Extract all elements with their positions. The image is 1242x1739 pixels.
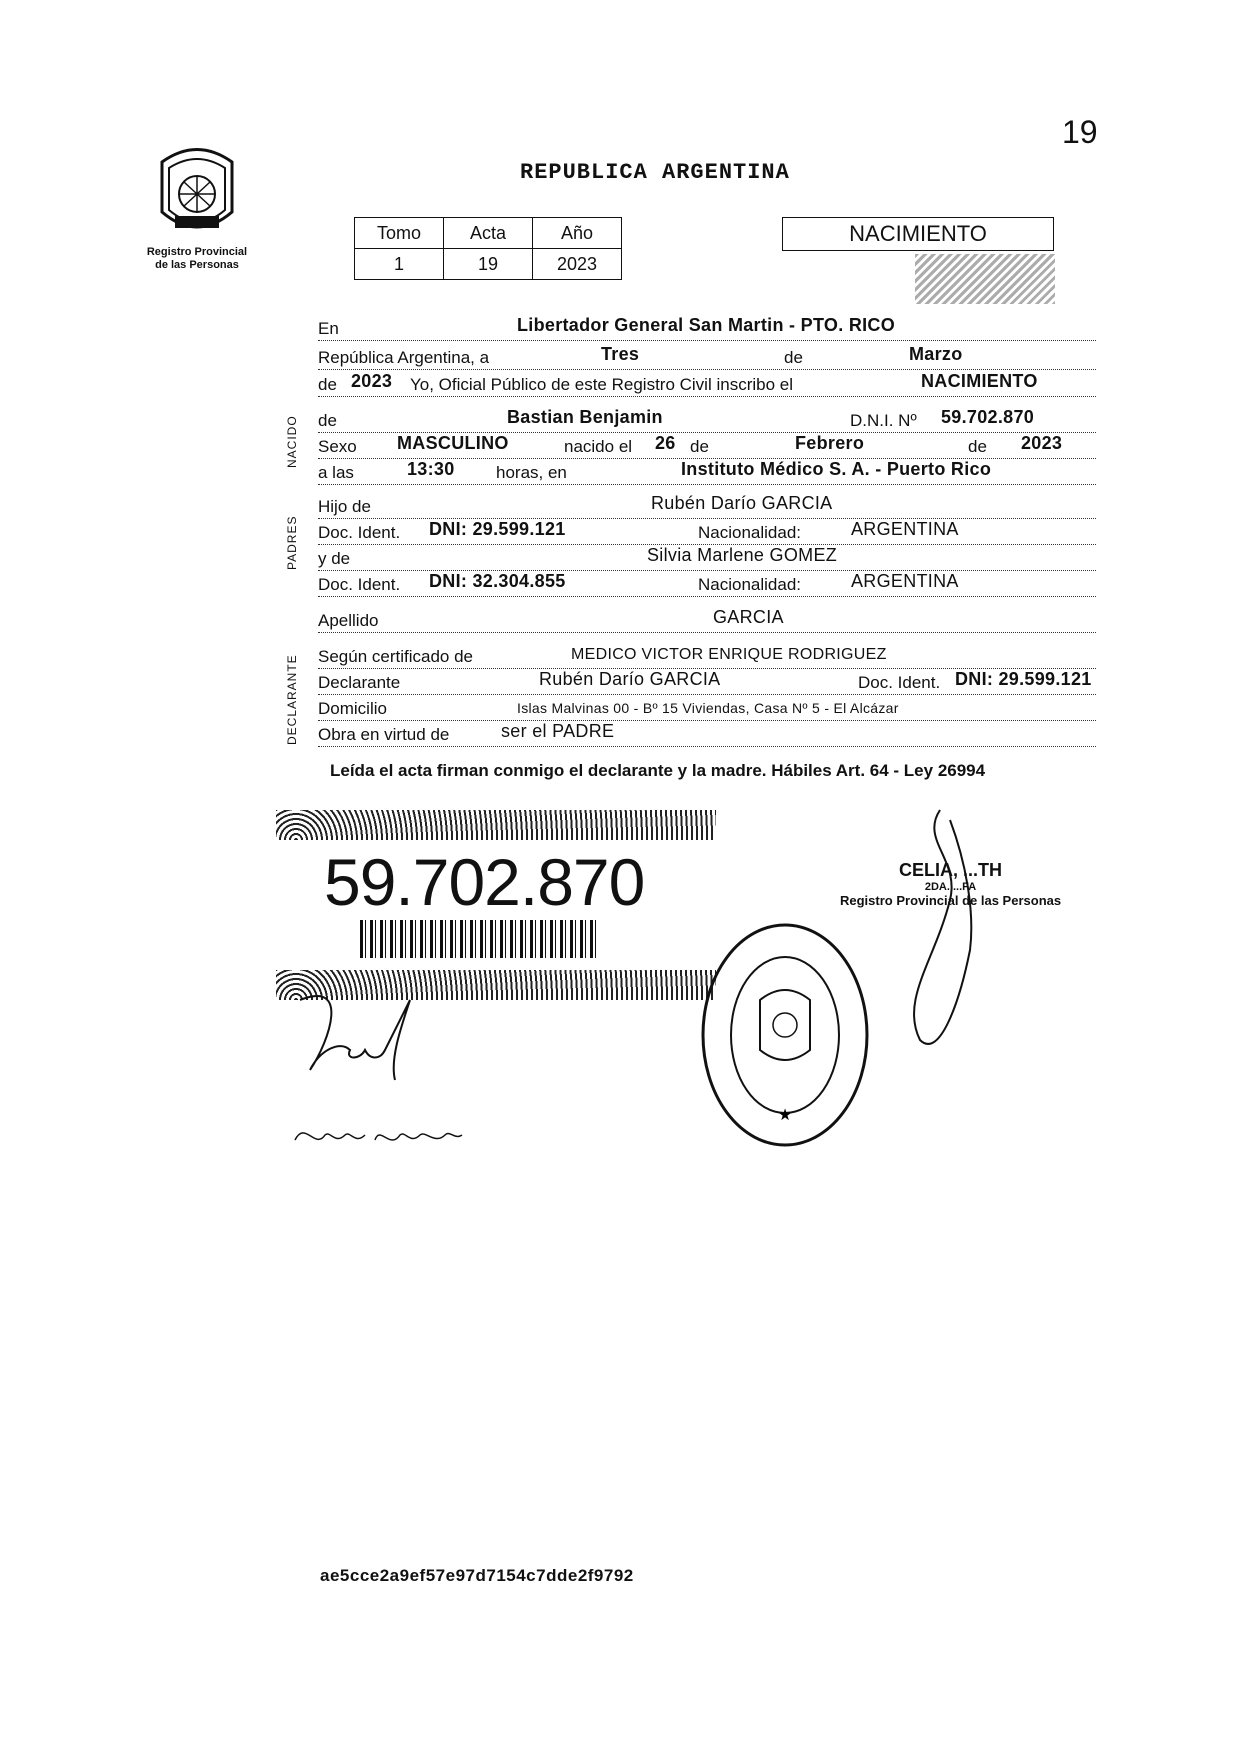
dni-value: 59.702.870: [938, 407, 1037, 428]
nombre-value: Bastian Benjamin: [504, 407, 666, 428]
yde-label: y de: [318, 549, 354, 569]
anio-header: Año: [533, 218, 622, 249]
official-name: CELIA, ...TH: [899, 860, 1003, 880]
madre-dni-value: DNI: 32.304.855: [426, 571, 569, 592]
row-nombre: [318, 406, 1096, 433]
sexo-value: MASCULINO: [394, 433, 512, 454]
row-certificado: [318, 642, 1096, 669]
obra-label: Obra en virtud de: [318, 725, 453, 745]
sexo-label: Sexo: [318, 437, 361, 457]
madre-doc-label: Doc. Ident.: [318, 575, 404, 595]
hora-value: 13:30: [404, 459, 458, 480]
row-fecha: [318, 343, 1096, 370]
row-domicilio: [318, 694, 1096, 721]
barcode: [360, 920, 600, 958]
tomo-header: Tomo: [355, 218, 444, 249]
registry-logo: [132, 142, 262, 272]
de-label: de: [784, 348, 807, 368]
lugar-nac-value: Instituto Médico S. A. - Puerto Rico: [678, 459, 994, 480]
domicilio-label: Domicilio: [318, 699, 391, 719]
seal-icon: [700, 920, 870, 1150]
lugar-value: Libertador General San Martin - PTO. RICO: [514, 315, 898, 336]
row-padre: [318, 492, 1096, 519]
row-padre-doc: [318, 518, 1096, 545]
dni-label: D.N.I. Nº: [850, 411, 921, 431]
de5-label: de: [968, 437, 991, 457]
row-obra: [318, 720, 1096, 747]
padre-doc-label: Doc. Ident.: [318, 523, 404, 543]
en-label: En: [318, 319, 343, 339]
certificado-label: Según certificado de: [318, 647, 477, 667]
coat-of-arms-icon: [147, 142, 247, 242]
inscribo-value: NACIMIENTO: [918, 371, 1041, 392]
row-sexo: [318, 432, 1096, 459]
document-title: REPUBLICA ARGENTINA: [520, 160, 790, 185]
official-role: 2DA. ...FA: [924, 881, 977, 893]
certificado-value: MEDICO VICTOR ENRIQUE RODRIGUEZ: [568, 646, 890, 664]
security-stamp: [915, 254, 1055, 304]
dia-value: Tres: [598, 344, 642, 365]
side-label-declarante: DECLARANTE: [285, 654, 299, 745]
declarante-label: Declarante: [318, 673, 404, 693]
closing-statement: Leída el acta firman conmigo el declarante y la madre. Hábiles Art. 64 - Ley 26994: [330, 761, 986, 780]
padre-nac-value: ARGENTINA: [848, 519, 962, 540]
svg-text:★: ★: [777, 1107, 793, 1124]
apellido-value: GARCIA: [710, 607, 787, 628]
obra-value: ser el PADRE: [498, 721, 617, 742]
row-madre-doc: [318, 570, 1096, 597]
row-inscripcion: [318, 370, 1096, 397]
row-lugar: [318, 314, 1096, 341]
declarante-dni-value: DNI: 29.599.121: [952, 669, 1095, 690]
side-label-padres: PADRES: [285, 515, 299, 570]
mother-signature: [290, 1100, 470, 1160]
official-signature-scribble: [880, 800, 1000, 1060]
nac-dia-value: 26: [652, 433, 679, 454]
apellido-label: Apellido: [318, 611, 383, 631]
hijo-label: Hijo de: [318, 497, 375, 517]
page-number: 19: [1062, 114, 1098, 150]
declarante-doc-label: Doc. Ident.: [858, 673, 944, 693]
official-seal: [700, 920, 870, 1155]
padre-dni-value: DNI: 29.599.121: [426, 519, 569, 540]
row-madre: [318, 544, 1096, 571]
logo-caption-line1: Registro Provincial: [146, 246, 248, 258]
de4-label: de: [690, 437, 713, 457]
barcode-number: 59.702.870: [324, 845, 645, 919]
nac-anio-value: 2023: [1018, 433, 1065, 454]
madre-value: Silvia Marlene GOMEZ: [644, 545, 840, 566]
security-band-top: [276, 810, 716, 840]
logo-caption-line2: de las Personas: [155, 259, 239, 271]
mes-value: Marzo: [906, 344, 966, 365]
padre-value: Rubén Darío GARCIA: [648, 493, 835, 514]
alas-label: a las: [318, 463, 358, 483]
row-apellido: [318, 606, 1096, 633]
acta-type-box: NACIMIENTO: [782, 217, 1054, 251]
inscribo-label: Yo, Oficial Público de este Registro Civil inscribo el: [410, 375, 797, 395]
registry-table: [354, 217, 622, 280]
acta-header: Acta: [444, 218, 533, 249]
acta-value: 19: [444, 249, 533, 280]
declarant-signature: [290, 980, 440, 1090]
de2-label: de: [318, 375, 341, 395]
row-declarante: [318, 668, 1096, 695]
anio-value: 2023: [533, 249, 622, 280]
padre-nac-label: Nacionalidad:: [698, 523, 805, 543]
madre-nac-label: Nacionalidad:: [698, 575, 805, 595]
anio-inscripcion-value: 2023: [348, 371, 395, 392]
nac-mes-value: Febrero: [792, 433, 867, 454]
tomo-value: 1: [355, 249, 444, 280]
republica-label: República Argentina, a: [318, 348, 493, 368]
side-label-nacido: NACIDO: [285, 415, 299, 468]
domicilio-value: Islas Malvinas 00 - Bº 15 Viviendas, Casa Nº 5 - El Alcázar: [514, 700, 902, 716]
madre-nac-value: ARGENTINA: [848, 571, 962, 592]
nacido-label: nacido el: [564, 437, 636, 457]
document-hash: ae5cce2a9ef57e97d7154c7dde2f9792: [320, 1566, 634, 1585]
horas-en-label: horas, en: [496, 463, 571, 483]
de3-label: de: [318, 411, 341, 431]
official-institution: Registro Provincial de las Personas: [840, 893, 1062, 908]
row-hora: [318, 458, 1096, 485]
declarante-value: Rubén Darío GARCIA: [536, 669, 723, 690]
